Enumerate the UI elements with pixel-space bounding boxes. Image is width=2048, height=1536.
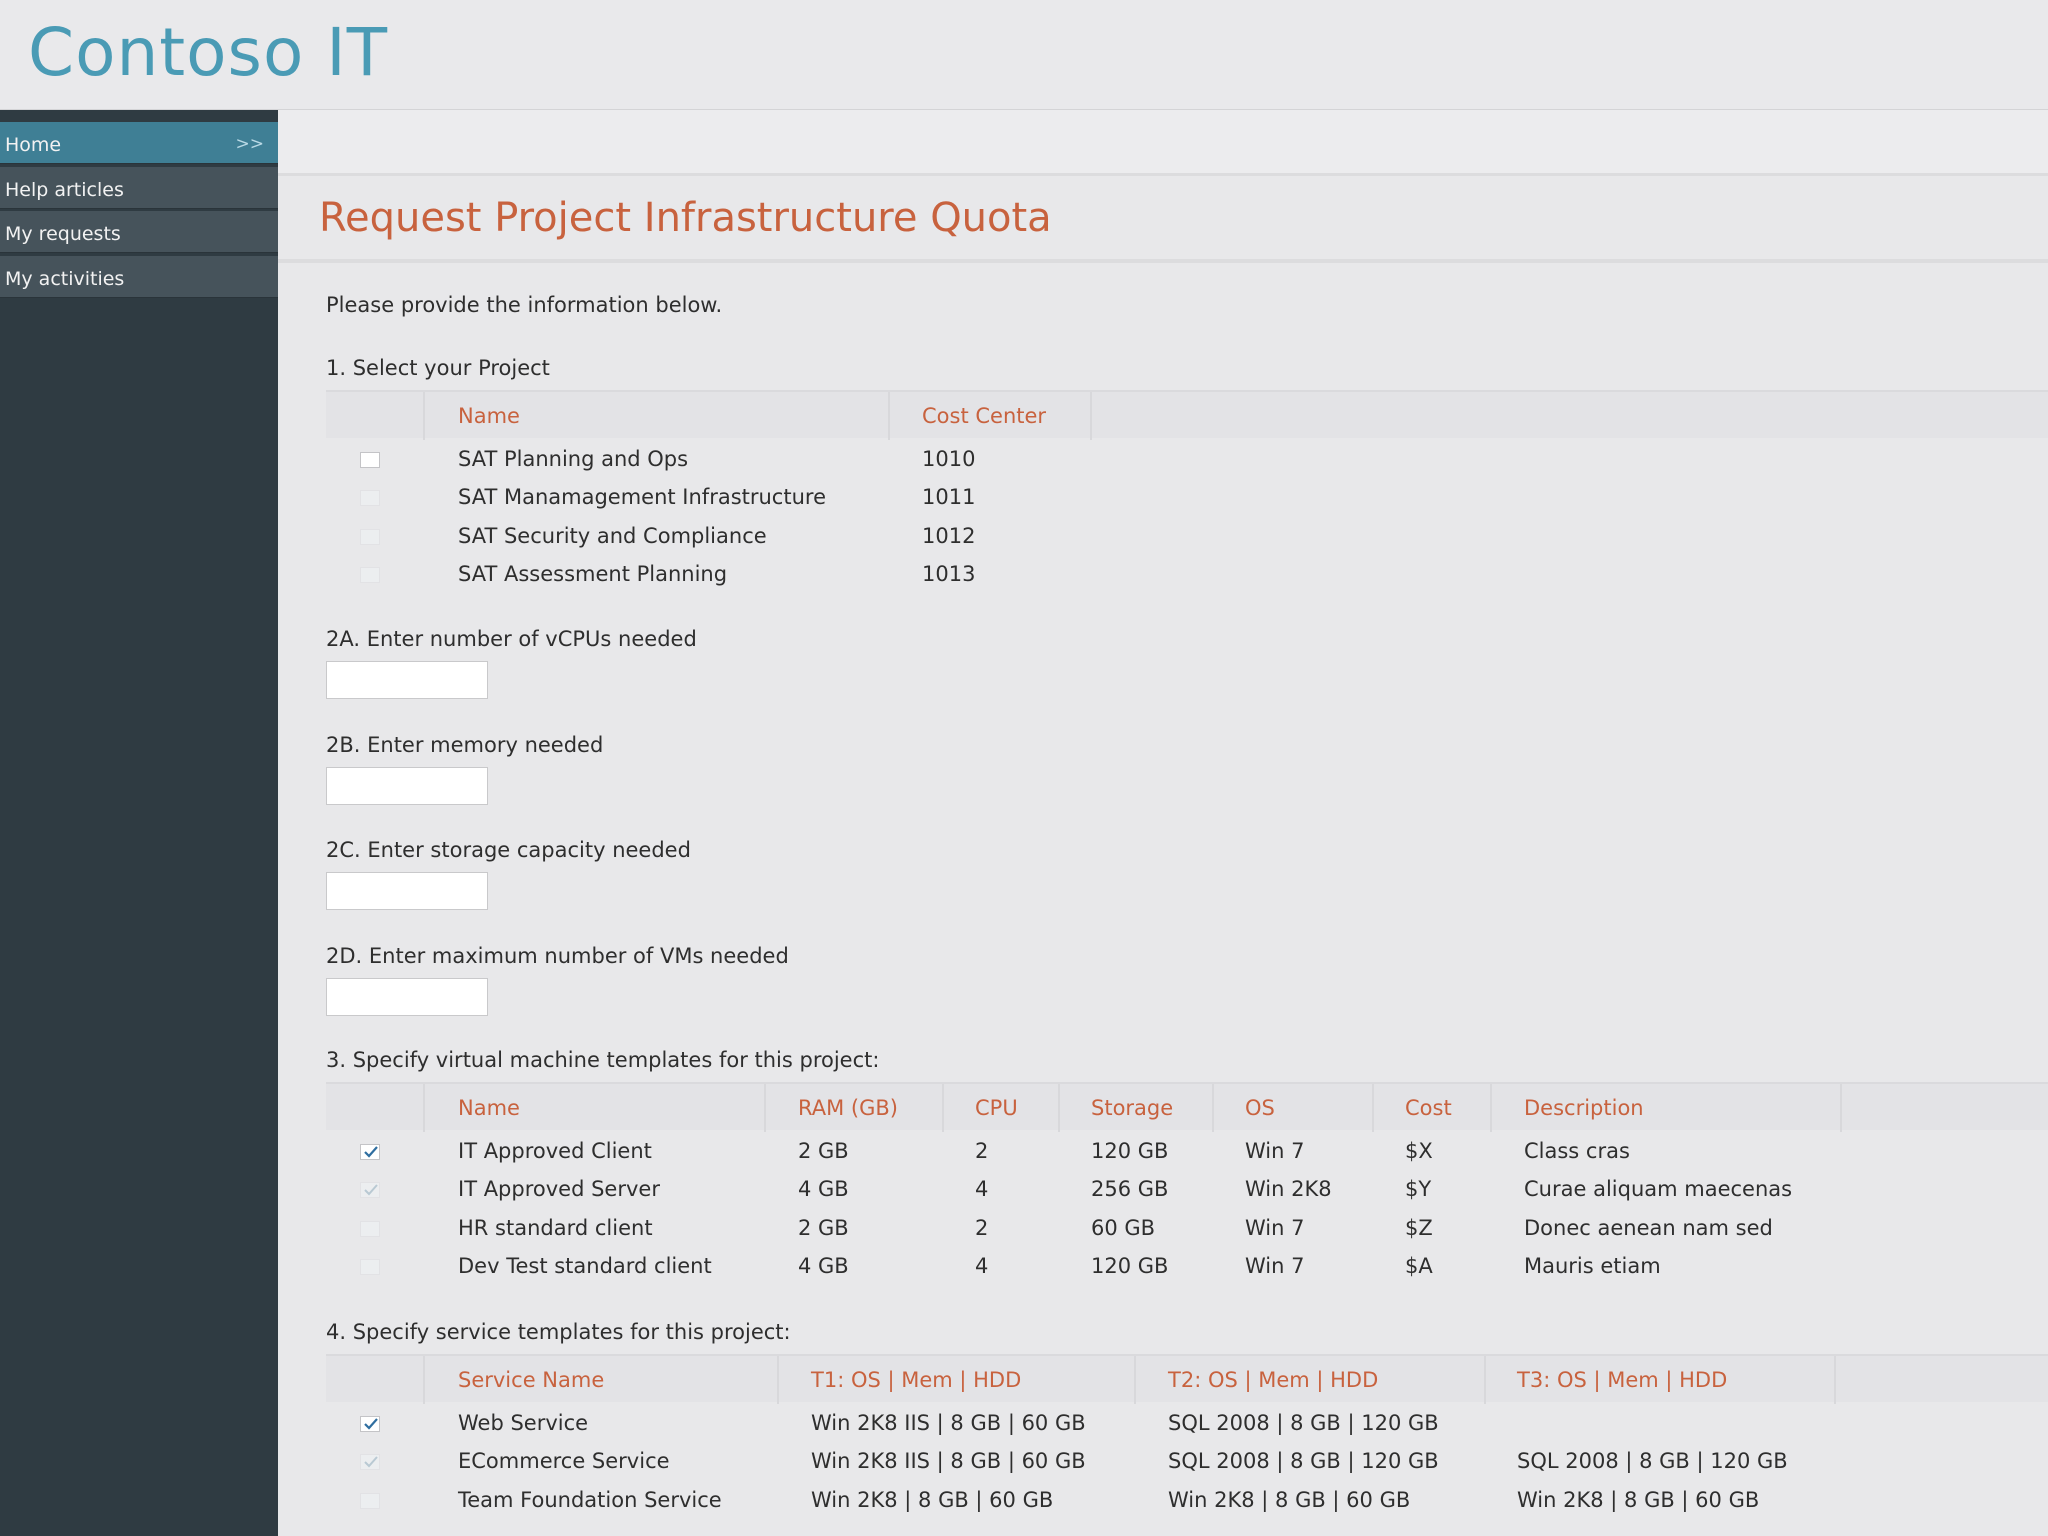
vm-template-cost: $A <box>1405 1254 1433 1278</box>
vm-template-os: Win 7 <box>1245 1216 1305 1240</box>
checkmark-icon <box>363 1145 379 1159</box>
service-template-t1: Win 2K8 | 8 GB | 60 GB <box>811 1488 1054 1512</box>
max-vms-label: 2D. Enter maximum number of VMs needed <box>326 944 789 968</box>
column-divider <box>423 392 425 440</box>
column-header-service-name: Service Name <box>458 1368 605 1392</box>
memory-label: 2B. Enter memory needed <box>326 733 604 757</box>
vm-template-ram: 4 GB <box>798 1177 849 1201</box>
vm-template-cpu: 2 <box>975 1139 989 1163</box>
column-divider <box>942 1084 944 1132</box>
sidebar-item-label: Home <box>5 134 62 156</box>
app-title: Contoso IT <box>28 14 389 91</box>
service-template-table-header <box>326 1354 2048 1402</box>
service-template-t3: SQL 2008 | 8 GB | 120 GB <box>1517 1449 1788 1473</box>
checkmark-icon <box>363 1455 379 1469</box>
column-header-t3: T3: OS | Mem | HDD <box>1517 1368 1728 1392</box>
project-checkbox[interactable] <box>360 490 380 506</box>
checkmark-icon <box>363 1183 379 1197</box>
service-template-t1: Win 2K8 IIS | 8 GB | 60 GB <box>811 1411 1086 1435</box>
vm-template-description: Class cras <box>1524 1139 1630 1163</box>
column-divider <box>423 1356 425 1404</box>
project-cost-center: 1012 <box>922 524 976 548</box>
chevron-right-icon: >> <box>235 134 264 154</box>
column-divider <box>1090 392 1092 440</box>
vm-template-description: Mauris etiam <box>1524 1254 1661 1278</box>
title-bar <box>278 179 2048 263</box>
section-3-label: 3. Specify virtual machine templates for this project: <box>326 1048 880 1072</box>
sidebar-item-label: My requests <box>5 223 121 245</box>
vm-template-os: Win 2K8 <box>1245 1177 1332 1201</box>
page-title: Request Project Infrastructure Quota <box>319 195 1052 241</box>
vm-template-cpu: 4 <box>975 1254 989 1278</box>
sidebar-item-help-articles[interactable] <box>0 167 278 209</box>
storage-input[interactable] <box>326 872 488 910</box>
column-header-cost-center: Cost Center <box>922 404 1047 428</box>
memory-input[interactable] <box>326 767 488 805</box>
column-header-name: Name <box>458 404 520 428</box>
column-divider <box>777 1356 779 1404</box>
sub-header <box>278 110 2048 176</box>
vm-template-name: IT Approved Client <box>458 1139 652 1163</box>
column-divider <box>1372 1084 1374 1132</box>
sidebar-item-my-activities[interactable] <box>0 256 278 298</box>
project-checkbox[interactable] <box>360 567 380 583</box>
project-checkbox[interactable] <box>360 452 380 468</box>
column-header-t1: T1: OS | Mem | HDD <box>811 1368 1022 1392</box>
service-template-t2: Win 2K8 | 8 GB | 60 GB <box>1168 1488 1411 1512</box>
vm-template-ram: 2 GB <box>798 1216 849 1240</box>
project-cost-center: 1011 <box>922 485 976 509</box>
column-header-storage: Storage <box>1091 1096 1174 1120</box>
project-name: SAT Security and Compliance <box>458 524 767 548</box>
vm-template-cpu: 4 <box>975 1177 989 1201</box>
column-divider <box>1840 1084 1842 1132</box>
vm-template-name: Dev Test standard client <box>458 1254 712 1278</box>
column-divider <box>1134 1356 1136 1404</box>
vm-template-cost: $Z <box>1405 1216 1433 1240</box>
service-template-t3: Win 2K8 | 8 GB | 60 GB <box>1517 1488 1760 1512</box>
vm-template-table-header <box>326 1082 2048 1130</box>
vcpus-label: 2A. Enter number of vCPUs needed <box>326 627 697 651</box>
service-template-name: Web Service <box>458 1411 589 1435</box>
service-template-name: Team Foundation Service <box>458 1488 722 1512</box>
vm-template-checkbox[interactable] <box>360 1259 380 1275</box>
service-template-checkbox[interactable] <box>360 1454 380 1470</box>
vm-template-checkbox[interactable] <box>360 1221 380 1237</box>
service-template-t2: SQL 2008 | 8 GB | 120 GB <box>1168 1411 1439 1435</box>
service-template-t1: Win 2K8 IIS | 8 GB | 60 GB <box>811 1449 1086 1473</box>
vm-template-storage: 60 GB <box>1091 1216 1156 1240</box>
column-divider <box>423 1084 425 1132</box>
sidebar-item-label: Help articles <box>5 179 124 201</box>
project-name: SAT Assessment Planning <box>458 562 728 586</box>
project-table-header <box>326 390 2048 438</box>
vm-template-checkbox[interactable] <box>360 1144 380 1160</box>
sidebar-item-home[interactable] <box>0 122 278 164</box>
vm-template-name: IT Approved Server <box>458 1177 660 1201</box>
app-header <box>0 0 2048 110</box>
section-4-label: 4. Specify service templates for this project: <box>326 1320 791 1344</box>
max-vms-input[interactable] <box>326 978 488 1016</box>
intro-text: Please provide the information below. <box>326 293 723 317</box>
column-header-os: OS <box>1245 1096 1275 1120</box>
vcpus-input[interactable] <box>326 661 488 699</box>
column-header-description: Description <box>1524 1096 1644 1120</box>
column-divider <box>1490 1084 1492 1132</box>
vm-template-cost: $Y <box>1405 1177 1432 1201</box>
service-template-name: ECommerce Service <box>458 1449 670 1473</box>
service-template-checkbox[interactable] <box>360 1493 380 1509</box>
vm-template-storage: 256 GB <box>1091 1177 1169 1201</box>
column-divider <box>1484 1356 1486 1404</box>
vm-template-cost: $X <box>1405 1139 1433 1163</box>
column-header-name: Name <box>458 1096 520 1120</box>
section-1-label: 1. Select your Project <box>326 356 550 380</box>
column-header-cpu: CPU <box>975 1096 1018 1120</box>
project-cost-center: 1013 <box>922 562 976 586</box>
column-divider <box>1212 1084 1214 1132</box>
vm-template-description: Donec aenean nam sed <box>1524 1216 1773 1240</box>
sidebar-item-my-requests[interactable] <box>0 211 278 253</box>
project-checkbox[interactable] <box>360 529 380 545</box>
column-divider <box>1834 1356 1836 1404</box>
checkmark-icon <box>363 1417 379 1431</box>
service-template-t2: SQL 2008 | 8 GB | 120 GB <box>1168 1449 1439 1473</box>
vm-template-storage: 120 GB <box>1091 1254 1169 1278</box>
vm-template-os: Win 7 <box>1245 1139 1305 1163</box>
vm-template-checkbox[interactable] <box>360 1182 380 1198</box>
vm-template-ram: 4 GB <box>798 1254 849 1278</box>
column-header-ram: RAM (GB) <box>798 1096 898 1120</box>
column-header-cost: Cost <box>1405 1096 1452 1120</box>
project-cost-center: 1010 <box>922 447 976 471</box>
project-name: SAT Manamagement Infrastructure <box>458 485 826 509</box>
column-header-t2: T2: OS | Mem | HDD <box>1168 1368 1379 1392</box>
storage-label: 2C. Enter storage capacity needed <box>326 838 691 862</box>
vm-template-storage: 120 GB <box>1091 1139 1169 1163</box>
sidebar <box>0 110 278 1536</box>
vm-template-os: Win 7 <box>1245 1254 1305 1278</box>
column-divider <box>1058 1084 1060 1132</box>
service-template-checkbox[interactable] <box>360 1416 380 1432</box>
column-divider <box>888 392 890 440</box>
vm-template-cpu: 2 <box>975 1216 989 1240</box>
vm-template-name: HR standard client <box>458 1216 653 1240</box>
column-divider <box>764 1084 766 1132</box>
sidebar-item-label: My activities <box>5 268 125 290</box>
vm-template-ram: 2 GB <box>798 1139 849 1163</box>
project-name: SAT Planning and Ops <box>458 447 689 471</box>
vm-template-description: Curae aliquam maecenas <box>1524 1177 1793 1201</box>
